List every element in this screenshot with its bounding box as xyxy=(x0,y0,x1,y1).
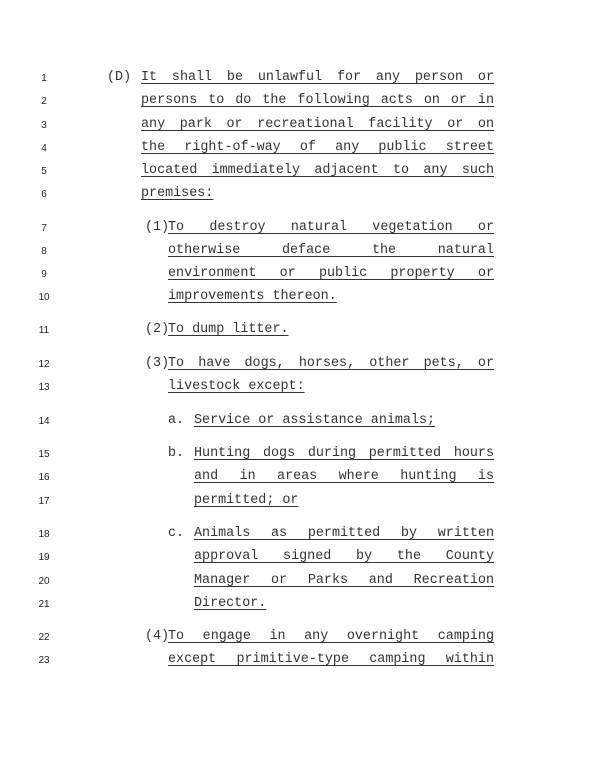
line-number: 20 xyxy=(38,576,50,587)
paragraph-d-line: located immediately adjacent to any such xyxy=(141,163,494,178)
item-3-line: livestock except: xyxy=(168,379,305,394)
line-number: 22 xyxy=(38,632,50,643)
line-number: 4 xyxy=(41,143,47,154)
line-number: 6 xyxy=(41,189,47,200)
line-number: 2 xyxy=(41,96,47,107)
line-number: 5 xyxy=(41,166,47,177)
line-number: 23 xyxy=(38,655,50,666)
item-1-line: improvements thereon. xyxy=(168,289,337,304)
line-number: 10 xyxy=(38,292,50,303)
item-3c-line: approval signed by the County xyxy=(194,549,494,564)
line-number: 21 xyxy=(38,599,50,610)
item-4-line: except primitive-type camping within xyxy=(168,652,494,667)
item-1-line: otherwise deface the natural xyxy=(168,243,494,258)
item-3b-line: permitted; or xyxy=(194,493,299,508)
item-3c-line: Animals as permitted by written xyxy=(194,526,494,541)
item-4-marker: (4) xyxy=(145,629,170,644)
item-1-marker: (1) xyxy=(145,220,170,235)
line-number: 16 xyxy=(38,472,50,483)
line-number: 7 xyxy=(41,223,47,234)
paragraph-d-line: any park or recreational facility or on xyxy=(141,117,494,132)
item-3a-line: Service or assistance animals; xyxy=(194,413,436,428)
line-number: 1 xyxy=(41,73,47,84)
line-number: 17 xyxy=(38,496,50,507)
paragraph-d-line: It shall be unlawful for any person or xyxy=(141,70,494,85)
line-number: 12 xyxy=(38,359,50,370)
item-2-marker: (2) xyxy=(145,322,170,337)
paragraph-d-line: the right-of-way of any public street xyxy=(141,140,494,155)
paragraph-d-line: premises: xyxy=(141,186,214,201)
item-3b-line: Hunting dogs during permitted hours xyxy=(194,446,494,461)
paragraph-d-line: persons to do the following acts on or in xyxy=(141,93,494,108)
line-number: 13 xyxy=(38,382,50,393)
line-number: 9 xyxy=(41,269,47,280)
item-3b-line: and in areas where hunting is xyxy=(194,469,494,484)
item-3b-marker: b. xyxy=(168,446,185,461)
item-2-line: To dump litter. xyxy=(168,322,289,337)
line-number: 14 xyxy=(38,416,50,427)
item-3a-marker: a. xyxy=(168,413,185,428)
item-1-line: To destroy natural vegetation or xyxy=(168,220,494,235)
item-3-line: To have dogs, horses, other pets, or xyxy=(168,356,494,371)
line-number: 18 xyxy=(38,529,50,540)
item-3c-line: Director. xyxy=(194,596,267,611)
item-4-line: To engage in any overnight camping xyxy=(168,629,494,644)
item-3-marker: (3) xyxy=(145,356,170,371)
item-3c-line: Manager or Parks and Recreation xyxy=(194,573,494,588)
line-number: 8 xyxy=(41,246,47,257)
line-number: 15 xyxy=(38,449,50,460)
paragraph-d-marker: (D) xyxy=(107,70,132,85)
item-3c-marker: c. xyxy=(168,526,185,541)
line-number: 11 xyxy=(38,325,50,336)
line-number: 3 xyxy=(41,120,47,131)
line-number: 19 xyxy=(38,552,50,563)
item-1-line: environment or public property or xyxy=(168,266,494,281)
